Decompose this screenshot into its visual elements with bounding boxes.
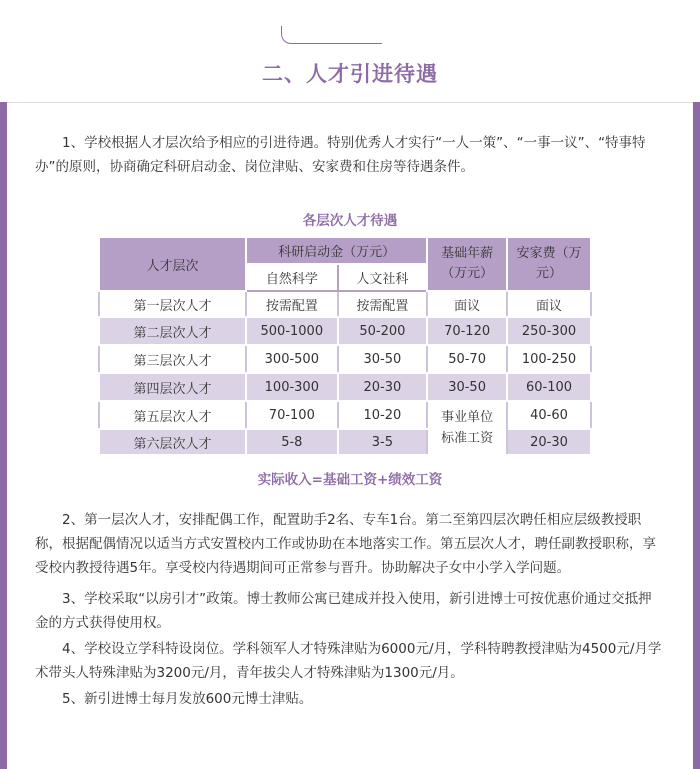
cell-salary-merged-text: 事业单位标准工资 [441,410,494,446]
header-startup-fund: 科研启动金（万元） [246,237,427,264]
cell-humanities: 50-200 [338,317,428,345]
table-row [99,373,591,401]
table-title: 各层次人才待遇 [302,213,398,229]
cell-science: 500-1000 [246,317,338,345]
cell-humanities: 30-50 [338,345,428,373]
cell-humanities: 按需配置 [338,291,428,317]
cell-settle: 60-100 [507,373,591,401]
title-decoration-hook [281,26,293,44]
cell-settle: 40-60 [507,401,591,429]
income-formula: 实际收入=基础工资+绩效工资 [257,472,443,488]
cell-salary: 面议 [427,291,507,317]
header-settlement [507,237,591,291]
section-title: 二、人才引进待遇 [262,62,438,86]
cell-humanities: 3-5 [338,429,428,455]
table-row [99,291,591,317]
cell-salary: 70-120 [427,317,507,345]
row-level: 第二层次人才 [99,317,246,345]
row-level: 第三层次人才 [99,345,246,373]
header-base-salary [427,237,507,291]
paragraph-2: 2、第一层次人才，安排配偶工作，配置助手2名、专车1台。第二至第四层次聘任相应层级教授职称，根据配偶情况以适当方式安置校内工作或协助在本地落实工作。第五层次人才，聘任副教授职称，享受校内教授待遇5年。享受校内待遇期间可正常参与晋升。协助解决子女中小学入学问题。 [35,512,656,576]
paragraph-5: 5、新引进博士每月发放600元博士津贴。 [62,691,313,707]
header-humanities: 人文社科 [338,264,428,291]
cell-settle: 面议 [507,291,591,317]
cell-settle: 250-300 [507,317,591,345]
header-natural-science: 自然科学 [246,264,338,291]
row-level: 第五层次人才 [99,401,246,429]
title-decoration-line [292,43,382,44]
cell-humanities: 20-30 [338,373,428,401]
cell-settle: 100-250 [507,345,591,373]
paragraph-4: 4、学校设立学科特设岗位。学科领军人才特殊津贴为6000元/月，学科特聘教授津贴为4500元/月学术带头人特殊津贴为3200元/月，青年拔尖人才特殊津贴为1300元/月。 [35,641,662,681]
header-base-salary-text: 基础年薪（万元） [441,246,494,281]
left-accent-bar [0,102,7,769]
cell-science: 300-500 [246,345,338,373]
table-row [99,429,591,455]
row-level: 第一层次人才 [99,291,246,317]
header-level: 人才层次 [99,237,246,291]
right-accent-bar [693,102,700,769]
paragraph-1: 1、学校根据人才层次给予相应的引进待遇。特别优秀人才实行“一人一策”、“一事一议”、“特事特办”的原则，协商确定科研启动金、岗位津贴、安家费和住房等待遇条件。 [35,135,646,175]
cell-salary: 50-70 [427,345,507,373]
row-level: 第四层次人才 [99,373,246,401]
table-row [99,345,591,373]
cell-humanities: 10-20 [338,401,428,429]
header-settlement-text: 安家费（万元） [516,246,582,281]
paragraph-3: 3、学校采取“以房引才”政策。博士教师公寓已建成并投入使用，新引进博士可按优惠价通过交抵押金的方式获得使用权。 [35,591,652,631]
talent-treatment-table [98,236,592,456]
cell-science: 按需配置 [246,291,338,317]
row-level: 第六层次人才 [99,429,246,455]
cell-salary: 30-50 [427,373,507,401]
cell-settle: 20-30 [507,429,591,455]
table-row [99,401,591,429]
cell-science: 5-8 [246,429,338,455]
cell-salary-merged [427,401,507,455]
table-row [99,317,591,345]
cell-science: 100-300 [246,373,338,401]
cell-science: 70-100 [246,401,338,429]
